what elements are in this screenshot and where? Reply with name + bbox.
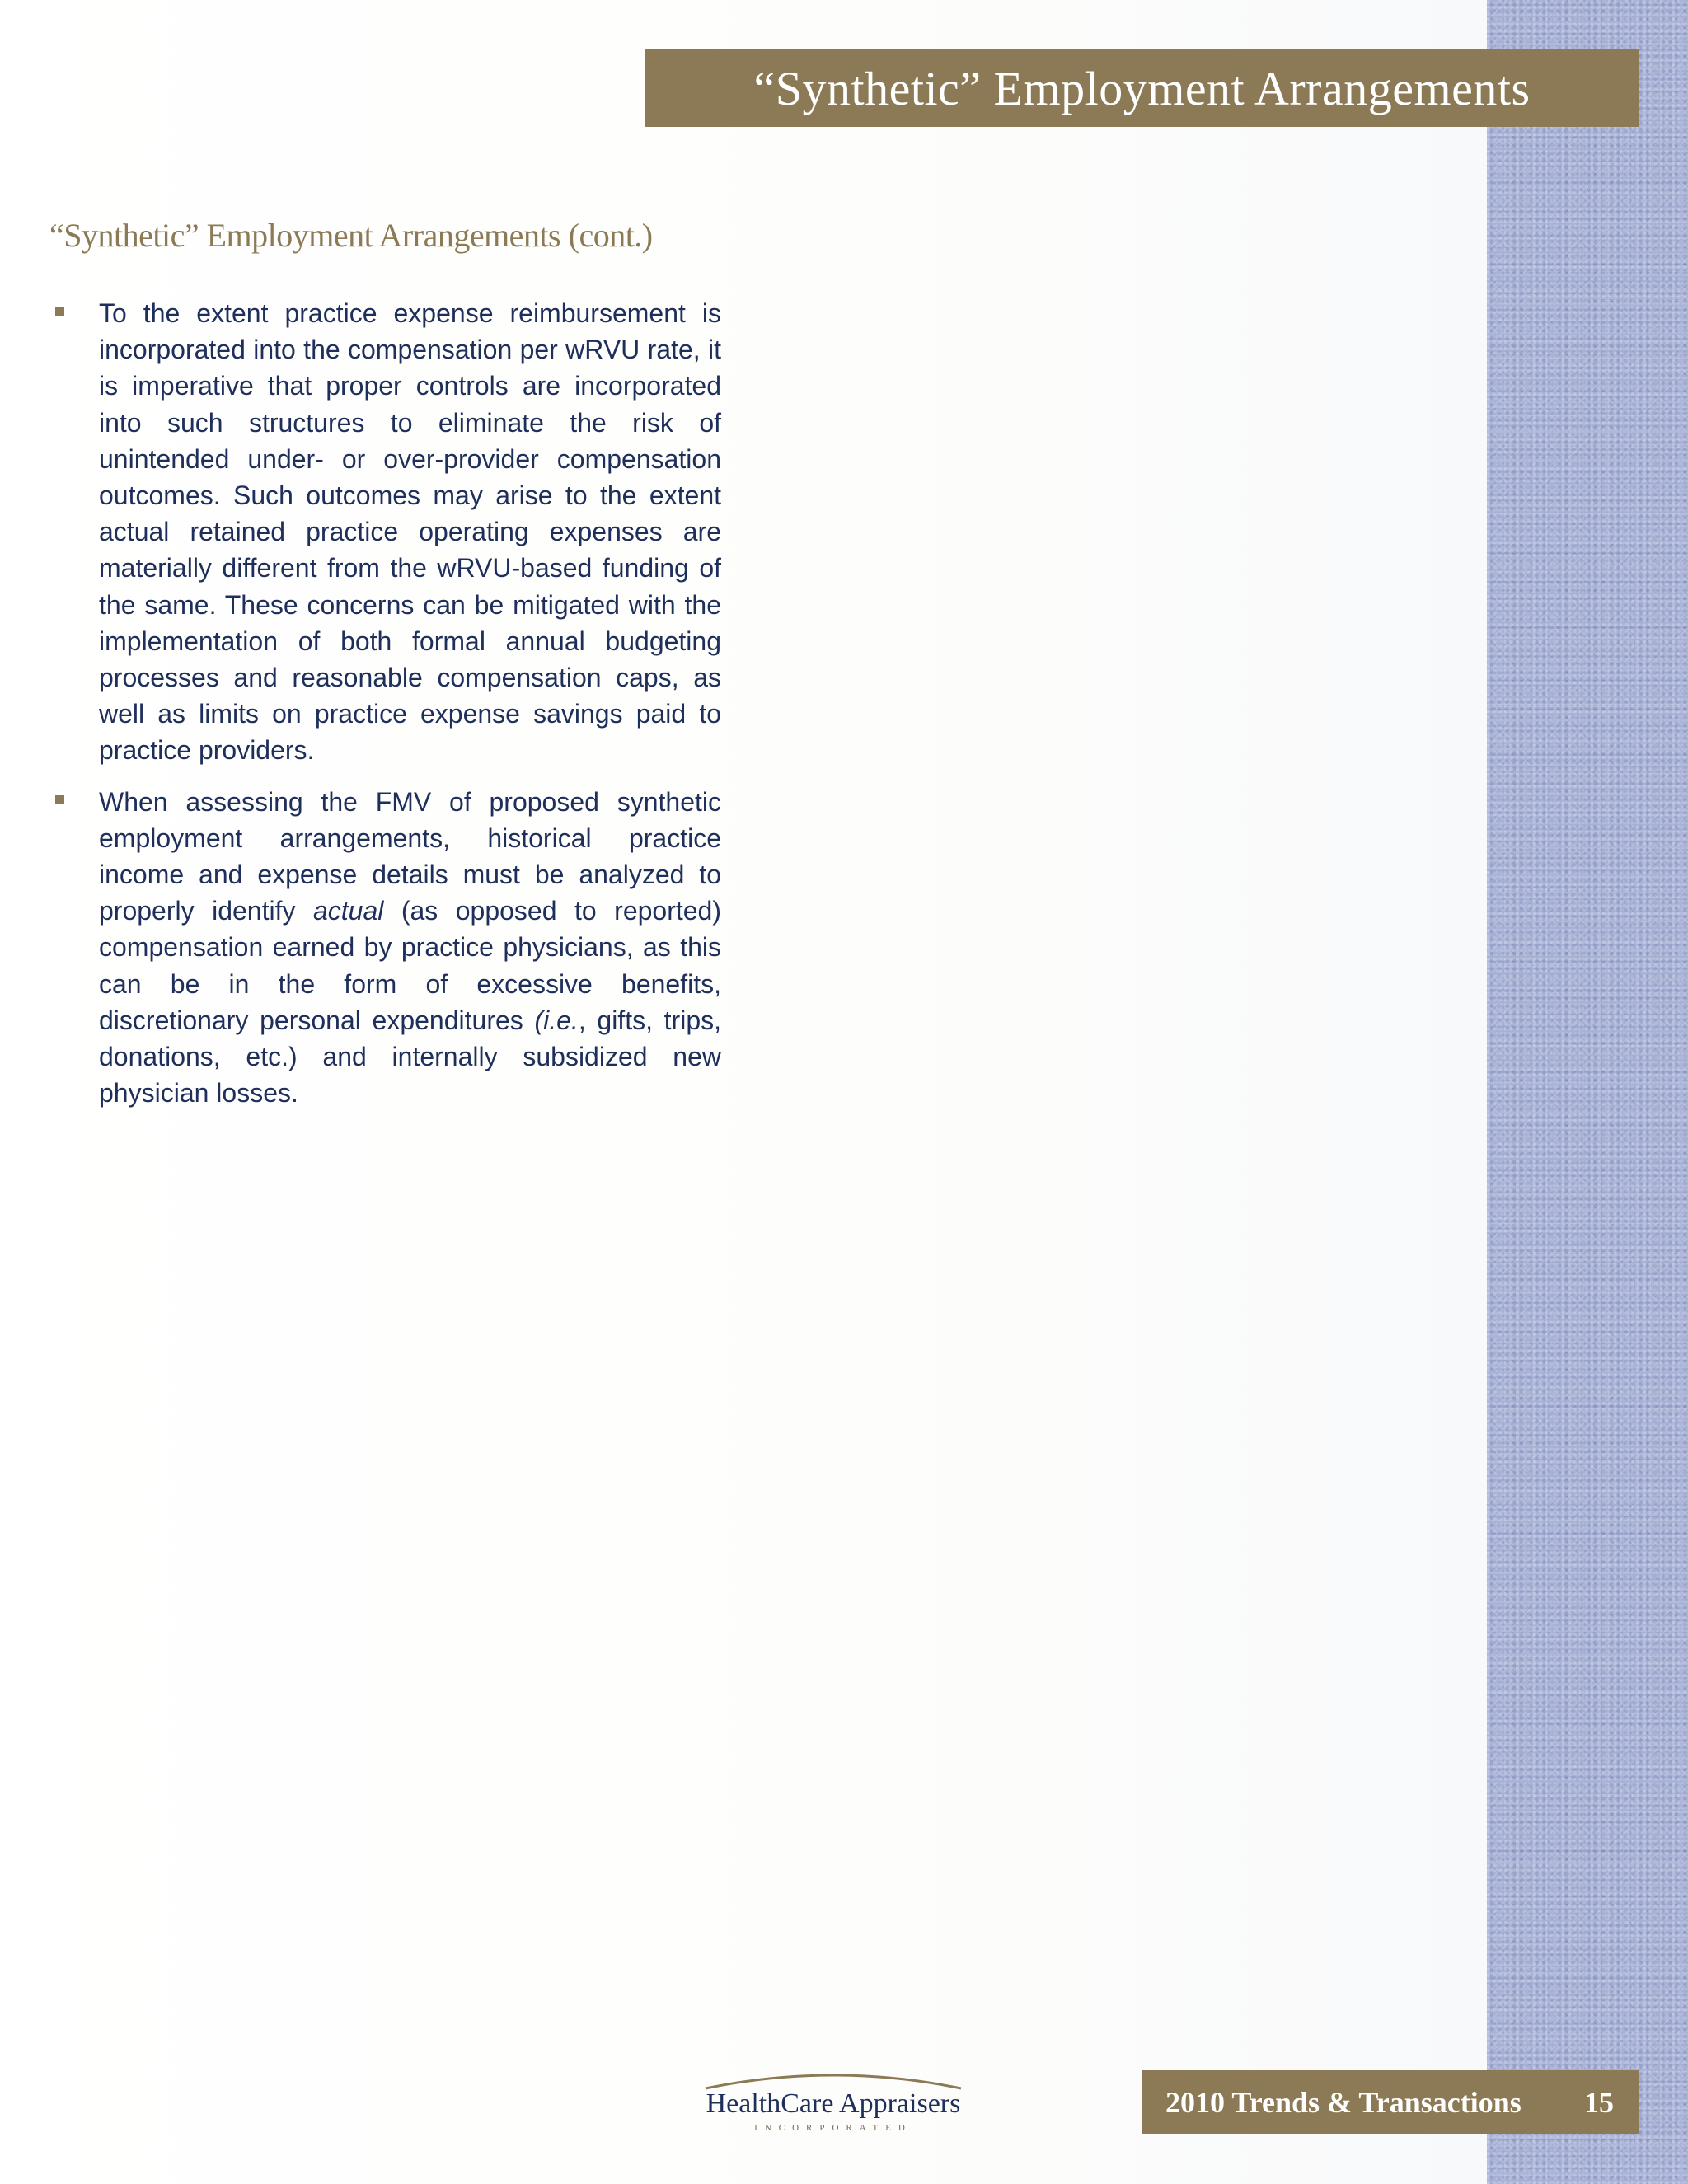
bullet-text-part: (as opposed to reported) compensation earned by practice physicians, as this can be in the form of excessive benefits, discretionary personal expenditures	[99, 896, 722, 1035]
page-number: 15	[1584, 2085, 1614, 2119]
bullet-text	[99, 784, 721, 1112]
bullet-text-part: , gifts, trips, donations, etc.) and internally subsidized new physician losses.	[99, 1005, 722, 1108]
side-texture-band	[1487, 0, 1688, 2184]
bullet-text-part: When assessing the FMV of proposed synthetic employment arrangements, historical practice income and expense details must be analyzed to properly identify	[99, 786, 721, 926]
bullet-item	[49, 784, 721, 1112]
bullet-item	[49, 295, 721, 769]
footer-label: 2010 Trends & Transactions	[1165, 2085, 1522, 2119]
bullet-text: To the extent practice expense reimbursement is incorporated into the compensation per wRVU rate, it is imperative that proper controls are incorporated into such structures to eliminate the risk of unintended under- or over-provider compensation outcomes. Such outcomes may arise to the extent actual retained practice operating expenses are materially different from the wRVU-based funding of the same. These concerns can be mitigated with the implementation of both formal annual budgeting processes and reasonable compensation caps, as well as limits on practice expense savings paid to practice providers.	[99, 298, 721, 766]
header-bar	[645, 49, 1639, 127]
logo-name: HealthCare Appraisers	[706, 2088, 961, 2119]
page-title: “Synthetic” Employment Arrangements	[753, 61, 1531, 115]
square-bullet-icon	[55, 795, 64, 804]
logo-subtitle: INCORPORATED	[754, 2123, 912, 2133]
bullet-text-emphasis: actual	[312, 896, 384, 926]
square-bullet-icon	[55, 307, 64, 316]
company-logo	[689, 2067, 978, 2135]
footer-bar	[1142, 2070, 1639, 2134]
bullet-text-emphasis: (i.e.	[534, 1005, 579, 1035]
section-heading: “Synthetic” Employment Arrangements (cont.)	[49, 217, 653, 254]
bullet-list	[49, 295, 721, 1126]
